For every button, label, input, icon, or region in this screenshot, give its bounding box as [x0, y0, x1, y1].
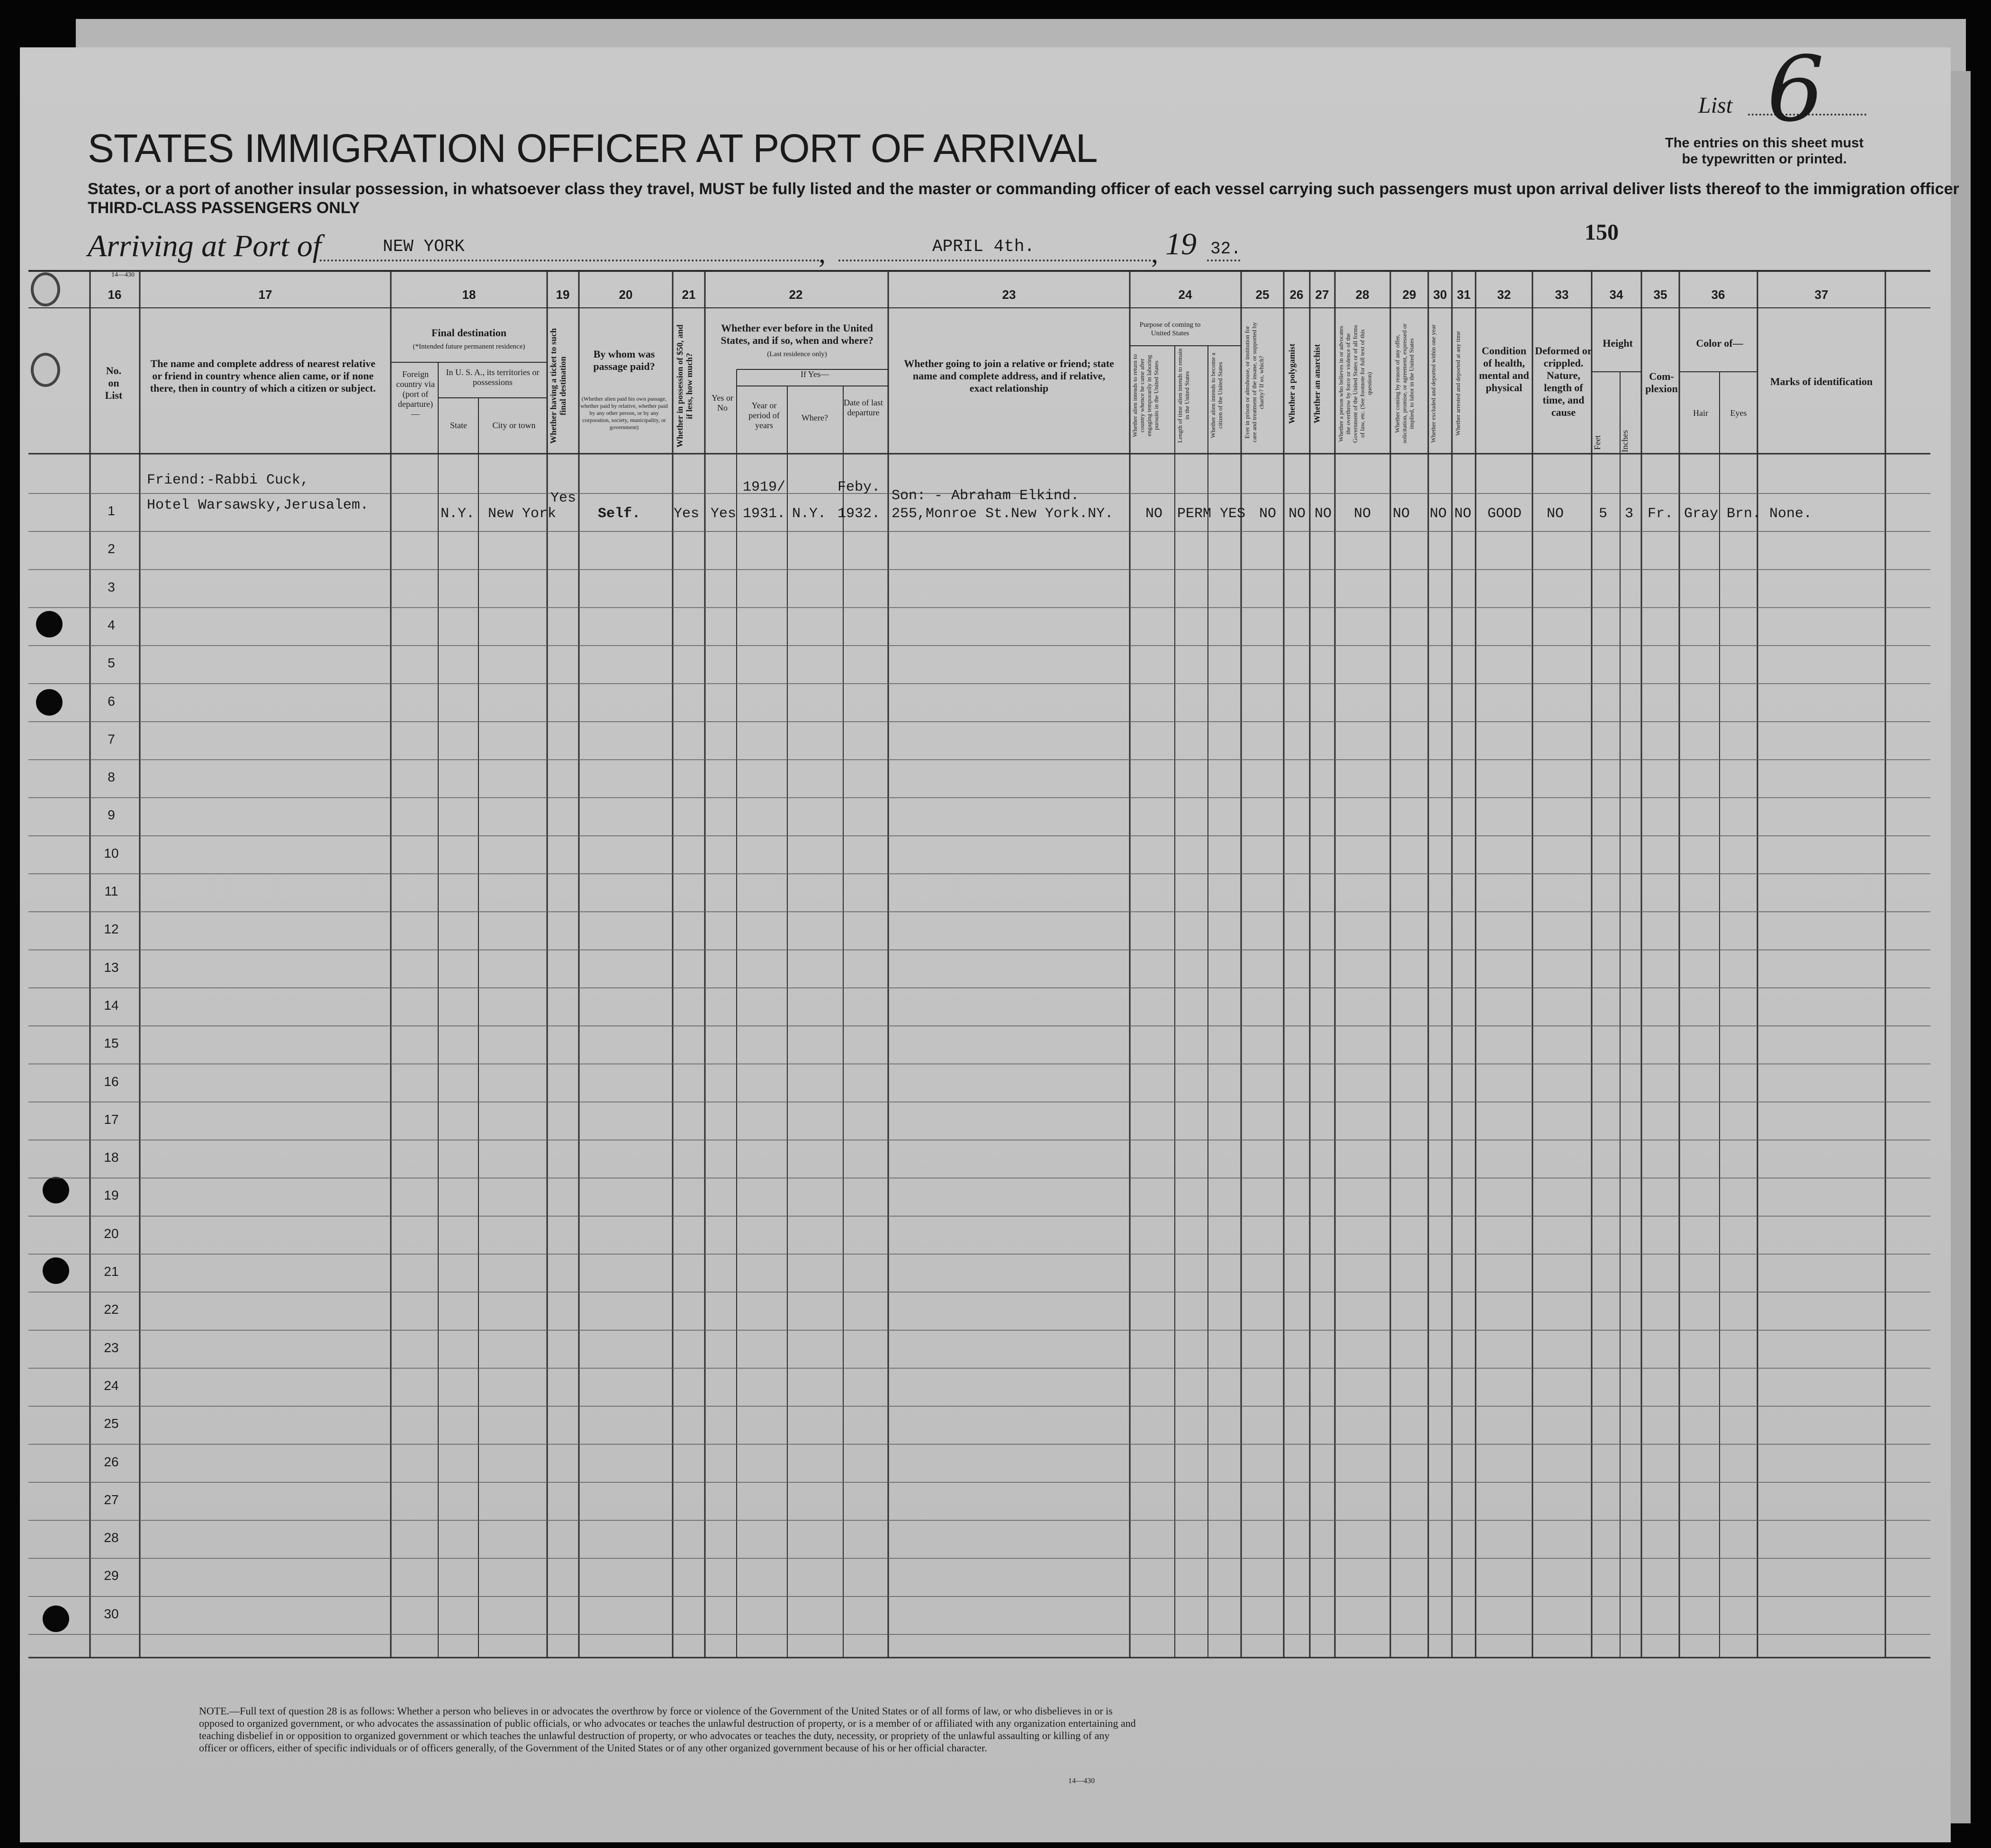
header-deformed: Deformed or crippled. Nature, length of time, and cause [1535, 345, 1592, 418]
column-number-32: 32 [1497, 287, 1511, 302]
column-number-36: 36 [1711, 287, 1725, 302]
relative-line2: Hotel Warsawsky,Jerusalem. [147, 497, 369, 513]
header-passage-paid: By whom was passage paid? [593, 348, 655, 372]
deported-value: NO [1454, 506, 1472, 522]
row-number-29: 29 [104, 1568, 119, 1583]
header-foreign-country: Foreign country via (port of departure)— [396, 369, 435, 419]
row-number-5: 5 [108, 655, 115, 671]
relative-line1: Friend:-Rabbi Cuck, [147, 472, 309, 488]
excluded-value: NO [1430, 506, 1447, 522]
comma: , [1151, 237, 1158, 269]
column-number-16: 16 [108, 287, 122, 302]
deformed-value: NO [1547, 506, 1564, 522]
column-number-34: 34 [1609, 287, 1623, 302]
row-number-2: 2 [108, 541, 115, 556]
header-eyes: Eyes [1730, 408, 1747, 418]
column-number-22: 22 [789, 287, 803, 302]
header-where: Where? [802, 413, 828, 422]
header-purpose-return: Whether alien intends to return to country whence he came after engaging temporarily in laboring pursuits in the United States [1131, 354, 1160, 437]
header-deported: Whether arrested and deported at any time [1454, 331, 1461, 436]
entries-note-line2: be typewritten or printed. [1682, 152, 1847, 167]
header-relative-address: The name and complete address of nearest relative or friend in country whence alien came, or if none there, then in country of which a citizen or subject. [150, 358, 376, 394]
column-number-37: 37 [1814, 287, 1829, 302]
row-number-11: 11 [104, 884, 118, 898]
column-number-31: 31 [1457, 287, 1471, 302]
return-country-value: NO [1145, 506, 1163, 522]
row-number-27: 27 [104, 1492, 119, 1507]
header-final-destination-note: (*Intended future permanent residence) [413, 343, 525, 350]
departure-line2: 1932. [838, 506, 881, 522]
overthrow-value: NO [1354, 506, 1371, 522]
passenger-class: THIRD-CLASS PASSENGERS ONLY [88, 199, 360, 217]
eyes-value: Brn. [1727, 506, 1761, 522]
form-code: 14—430 [111, 271, 135, 278]
row-number-9: 9 [108, 807, 115, 823]
header-purpose-length: Length of time alien intends to remain in the United States [1176, 348, 1190, 443]
header-health: Condition of health, mental and physical [1479, 345, 1529, 394]
header-excluded: Whether excluded and deported within one year [1430, 324, 1437, 443]
marks-value: None. [1769, 506, 1812, 522]
header-city: City or town [492, 421, 536, 430]
column-number-17: 17 [258, 287, 272, 302]
header-no-on-list: No. on List [105, 365, 123, 401]
row-number-10: 10 [104, 845, 119, 861]
header-purpose-citizen: Whether alien intends to become a citizen of the United States [1209, 352, 1224, 439]
joining-line1: Son: - Abraham Elkind. [892, 488, 1080, 504]
date-value: APRIL 4th. [932, 237, 1035, 256]
row-number-16: 16 [104, 1074, 119, 1089]
footnote-form-code: 14—430 [1068, 1777, 1095, 1785]
hair-value: Gray [1684, 506, 1719, 522]
row-number-15: 15 [104, 1036, 119, 1051]
header-ticket: Whether having a ticket to such final destination [549, 328, 568, 444]
row-number-17: 17 [104, 1112, 119, 1127]
column-number-29: 29 [1402, 287, 1416, 302]
row-number-1: 1 [108, 503, 115, 518]
inches-value: 3 [1625, 506, 1634, 522]
footnote-question-28: NOTE.—Full text of question 28 is as follows: Whether a person who believes in or advocates the overthrow by force or violence of the Government of the United States or of all forms of law, or who disbelieves in or is opposed to organized government, or who advocates the assassination of public officials, or who advocates or teaches the unlawful destruction of property, or is a member of or affiliated with any organization entertaining and teaching disbelief in or opposition to organized government or which teaches the unlawful destruction of property, or who advocates or teaches the duty, necessity, or propriety of the unlawful assaulting or killing of any officer or officers, either of specific individuals or of officers generally, of the Government of the United States or of any other organized government because of his or her official character. [199, 1705, 1136, 1754]
form-instructions: States, or a port of another insular possession, in whatsoever class they travel, MUST be fully listed and the master or commanding officer of each vessel carrying such passengers must upon arrival deliver lists thereof to the immigration officer [88, 180, 1959, 198]
row-number-4: 4 [108, 617, 115, 632]
header-date-departure: Date of last departure [844, 398, 883, 417]
header-money: Whether in possession of $50, and if less, how much? [675, 324, 694, 448]
row-number-7: 7 [108, 731, 115, 746]
header-marks: Marks of identification [1770, 376, 1873, 387]
anarchist-value: NO [1315, 506, 1332, 522]
header-before-note: (Last residence only) [767, 350, 827, 358]
column-number-25: 25 [1255, 287, 1270, 302]
port-value: NEW YORK [383, 237, 465, 256]
header-yes-no: Yes or No [712, 393, 733, 413]
header-height: Height [1603, 337, 1633, 349]
years-line2: 1931. [743, 506, 786, 522]
header-complexion: Com-plexion [1645, 370, 1678, 395]
column-number-23: 23 [1002, 287, 1016, 302]
destination-state: N.Y. [441, 506, 475, 522]
row-number-26: 26 [104, 1454, 119, 1469]
destination-city: New York [488, 506, 557, 522]
row-number-21: 21 [104, 1264, 119, 1279]
row-number-12: 12 [104, 922, 119, 937]
column-number-18: 18 [462, 287, 476, 302]
where-value: N.Y. [792, 506, 827, 522]
row-number-8: 8 [108, 770, 115, 785]
column-number-26: 26 [1289, 287, 1304, 302]
arriving-label: Arriving at Port of [88, 229, 322, 263]
labor-offer-value: NO [1393, 506, 1410, 522]
header-anarchist: Whether an anarchist [1312, 344, 1322, 423]
page-count: 150 [1585, 220, 1619, 245]
header-purpose: Purpose of coming to United States [1139, 321, 1201, 337]
health-value: GOOD [1487, 506, 1522, 522]
header-labor-offer: Whether coming by reason of any offer, solicitation, promise, or agreement, expressed or implied, to labor in the United States [1394, 323, 1415, 444]
header-going-to-join: Whether going to join a relative or friend; state name and complete address, and if relative, exact relationship [904, 358, 1114, 394]
row-number-30: 30 [104, 1606, 119, 1621]
list-label: List [1698, 93, 1733, 118]
paid-by-value: Self. [598, 506, 641, 522]
header-overthrow: Whether a person who believes in or advocates the overthrow by force or violence of the Government of the United States or of all forms of law, etc. (See footnote for full text of this question) [1337, 324, 1373, 443]
row-number-19: 19 [104, 1188, 119, 1203]
column-number-20: 20 [619, 287, 633, 302]
row-number-25: 25 [104, 1416, 119, 1431]
column-number-19: 19 [556, 287, 570, 302]
length-stay-value: PERM [1177, 506, 1212, 522]
row-number-28: 28 [104, 1530, 119, 1545]
row-number-3: 3 [108, 579, 115, 594]
row-number-13: 13 [104, 960, 119, 975]
entries-note-line1: The entries on this sheet must [1665, 135, 1864, 151]
header-year: Year or period of years [748, 401, 780, 430]
column-number-33: 33 [1555, 287, 1569, 302]
comma: , [819, 237, 826, 269]
header-inches: Inches [1620, 430, 1630, 452]
complexion-value: Fr. [1648, 506, 1674, 522]
year-prefix: 19 [1165, 227, 1197, 261]
header-final-destination: Final destination [431, 327, 507, 339]
row-number-18: 18 [104, 1150, 119, 1165]
column-number-35: 35 [1653, 287, 1667, 302]
header-in-usa: In U. S. A., its territories or possessions [446, 368, 540, 387]
header-prison: Ever in prison or almshouse, or institution for care and treatment of the insane, or supported by charity? If so, which? [1243, 322, 1265, 443]
row-number-14: 14 [104, 997, 119, 1013]
header-color-of: Color of— [1696, 337, 1743, 349]
column-number-30: 30 [1433, 287, 1447, 302]
column-number-21: 21 [682, 287, 696, 302]
polygamist-value: NO [1288, 506, 1306, 522]
row-number-6: 6 [108, 693, 115, 709]
form-title: STATES IMMIGRATION OFFICER AT PORT OF ARRIVAL [88, 126, 1098, 170]
prison-value: NO [1259, 506, 1277, 522]
departure-line1: Feby. [838, 479, 881, 495]
joining-line2: 255,Monroe St.New York.NY. [892, 506, 1114, 522]
row-number-24: 24 [104, 1378, 119, 1393]
row-number-22: 22 [104, 1302, 119, 1317]
ticket-value: Yes [550, 490, 577, 506]
header-state: State [450, 421, 467, 430]
column-number-27: 27 [1315, 287, 1329, 302]
row-number-20: 20 [104, 1226, 119, 1241]
header-before-in-us: Whether ever before in the United States, and if so, when and where? [721, 322, 874, 346]
row-number-23: 23 [104, 1340, 119, 1355]
header-polygamist: Whether a polygamist [1287, 343, 1297, 424]
before-yes-no: Yes [711, 506, 737, 522]
header-hair: Hair [1693, 408, 1708, 418]
column-number-28: 28 [1355, 287, 1369, 302]
list-number: 6 [1767, 37, 1824, 142]
header-if-yes: If Yes— [800, 369, 829, 379]
feet-value: 5 [1599, 506, 1608, 522]
years-line1: 1919/ [743, 479, 786, 495]
column-number-24: 24 [1178, 287, 1192, 302]
money-value: Yes [674, 506, 700, 522]
header-feet: Feet [1593, 435, 1602, 450]
header-passage-note: (Whether alien paid his own passage, whether paid by relative, whether paid by any other person, or by any corporation, society, municipality, or government) [580, 395, 668, 431]
year-suffix: 32. [1210, 239, 1241, 259]
citizen-value: YES [1220, 506, 1246, 522]
